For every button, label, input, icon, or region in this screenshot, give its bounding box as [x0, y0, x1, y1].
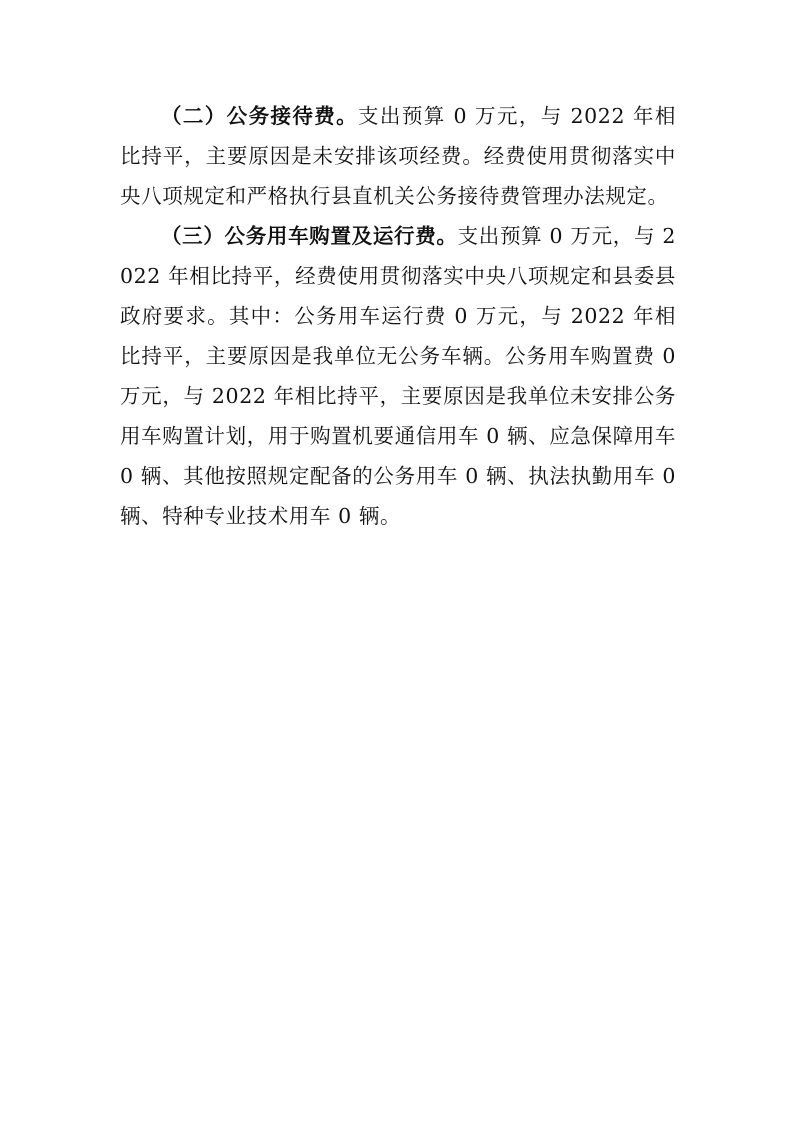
document-body — [120, 96, 676, 536]
paragraph-vehicle-expenses — [120, 216, 676, 536]
section-text-vehicles: 支出预算 0 万元，与 2022 年相比持平，经费使用贯彻落实中央八项规定和县委县政府要求。其中：公务用车运行费 0 万元，与 2022 年相比持平，主要原因是我单位无公务车辆。公务用车购置费 0 万元，与 2022 年相比持平，主要原因是我单位未安排公务用车购置计划，用于购置机要通信用车 0 辆、应急保障用车 0 辆、其他按照规定配备的公务用车 0 辆、执法执勤用车 0 辆、特种专业技术用车 0 辆。 — [120, 224, 676, 528]
section-heading-vehicles: （三）公务用车购置及运行费。 — [161, 224, 458, 248]
section-text-reception: 支出预算 0 万元，与 2022 年相比持平，主要原因是未安排该项经费。经费使用贯彻落实中央八项规定和严格执行县直机关公务接待费管理办法规定。 — [120, 104, 676, 208]
paragraph-reception-expenses — [120, 96, 676, 216]
section-heading-reception: （二）公务接待费。 — [161, 104, 359, 128]
